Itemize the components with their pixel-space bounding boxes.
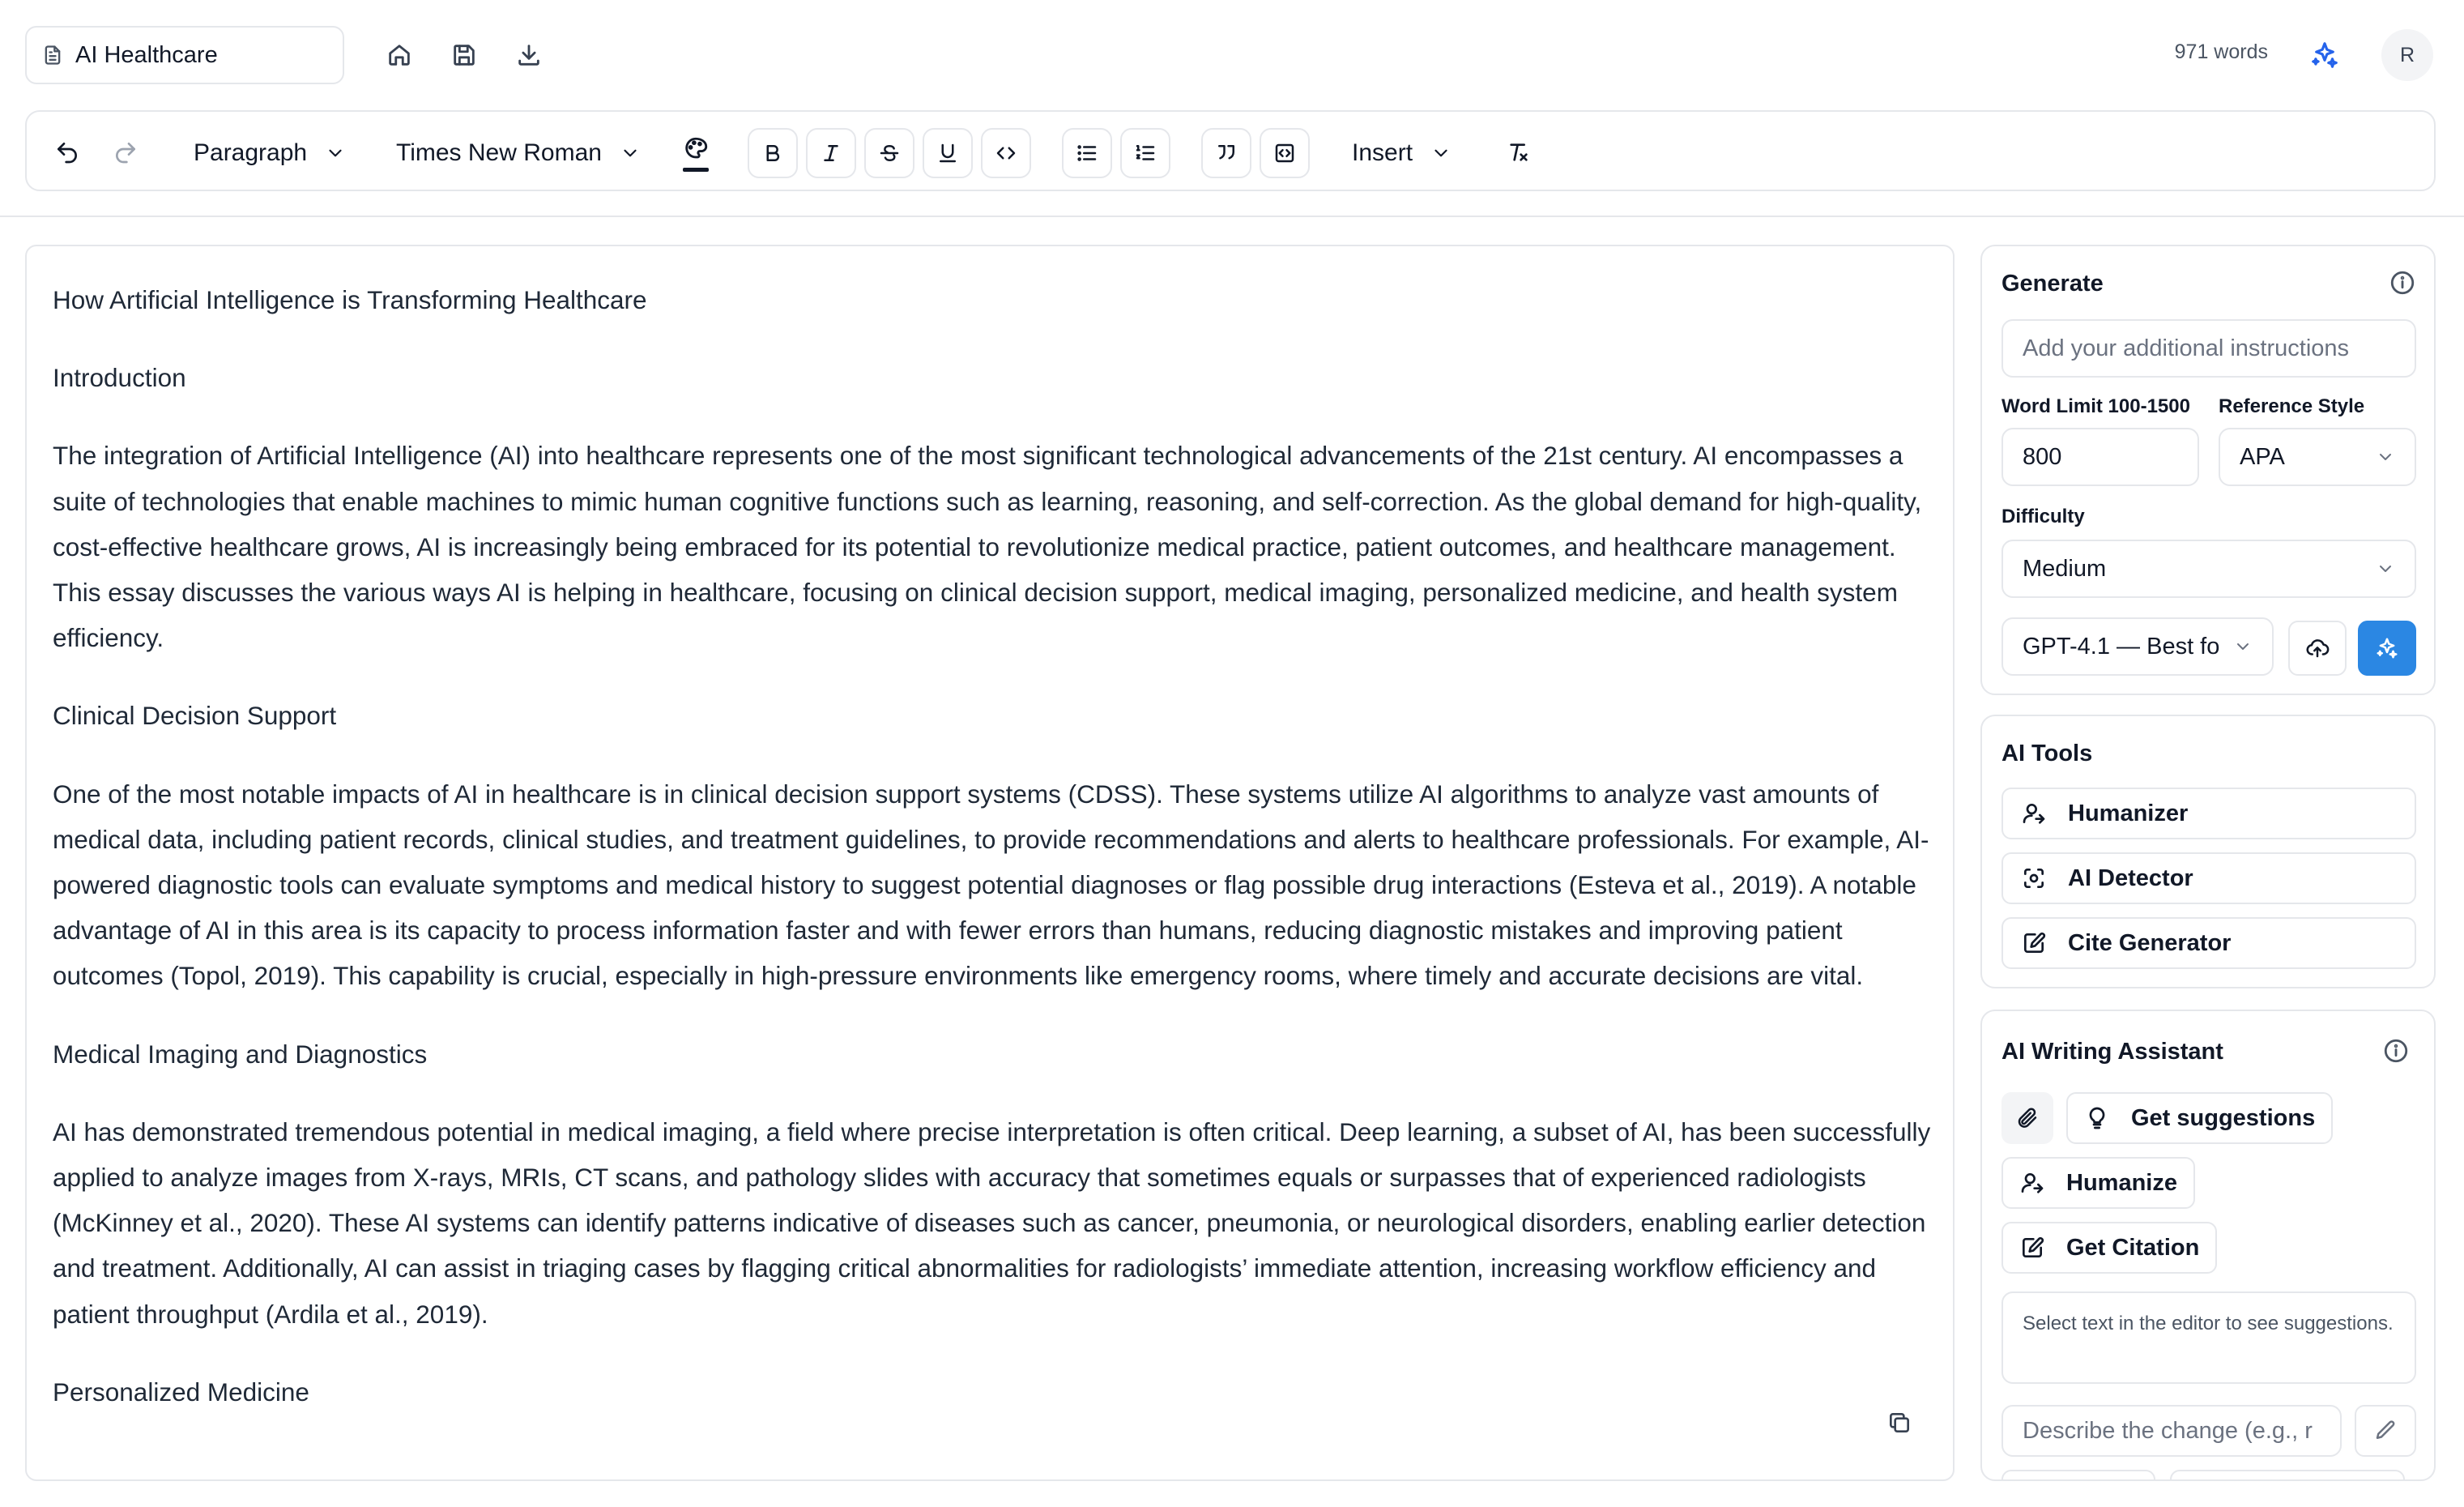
- reference-style-label: Reference Style: [2219, 395, 2365, 417]
- editor-area[interactable]: [25, 245, 1955, 1481]
- paperclip-icon: [2015, 1106, 2040, 1130]
- undo-icon: [54, 139, 80, 165]
- text-color-button[interactable]: [673, 128, 718, 178]
- undo-button[interactable]: [45, 130, 90, 175]
- chevron-down-icon: [325, 143, 346, 164]
- get-suggestions-button[interactable]: [2066, 1092, 2333, 1144]
- section-heading: Medical Imaging and Diagnostics: [53, 1039, 428, 1069]
- word-limit-input[interactable]: [2001, 428, 2199, 486]
- difficulty-select[interactable]: [2001, 540, 2416, 598]
- generate-button[interactable]: [2358, 621, 2416, 676]
- ai-tools-panel: [1980, 715, 2436, 988]
- blockquote-icon: [1214, 141, 1238, 165]
- underline-button[interactable]: [923, 128, 973, 178]
- save-button[interactable]: [445, 36, 484, 75]
- lightbulb-icon: [2084, 1105, 2110, 1131]
- difficulty-label: Difficulty: [2001, 506, 2085, 527]
- cloud-upload-icon: [2305, 636, 2330, 660]
- pencil-icon: [2373, 1419, 2398, 1443]
- difficulty-value: Medium: [2023, 555, 2107, 582]
- assistant-action-button[interactable]: [2170, 1470, 2405, 1481]
- clear-format-button[interactable]: [1496, 130, 1541, 175]
- bold-icon: [761, 141, 785, 165]
- strikethrough-icon: [877, 141, 902, 165]
- humanize-button[interactable]: [2001, 1157, 2195, 1209]
- chevron-down-icon: [2376, 447, 2395, 467]
- ai-button[interactable]: [2305, 36, 2344, 75]
- strikethrough-button[interactable]: [864, 128, 914, 178]
- ai-writing-assistant-panel: [1980, 1010, 2436, 1481]
- instructions-input[interactable]: [2023, 335, 2415, 362]
- home-button[interactable]: [380, 36, 419, 75]
- get-citation-label: Get Citation: [2066, 1234, 2200, 1261]
- user-icon: [2021, 800, 2047, 826]
- chevron-down-icon: [2376, 559, 2395, 578]
- editor-content[interactable]: [53, 277, 1940, 1447]
- change-description-input[interactable]: [2023, 1418, 2340, 1445]
- humanize-label: Humanize: [2066, 1169, 2177, 1196]
- ai-tools-title: AI Tools: [2001, 741, 2093, 766]
- word-limit-value: 800: [2023, 443, 2062, 470]
- get-citation-button[interactable]: [2001, 1222, 2217, 1274]
- assistant-title: AI Writing Assistant: [2001, 1039, 2223, 1065]
- cite-generator-button[interactable]: [2001, 917, 2416, 969]
- bold-button[interactable]: [748, 128, 798, 178]
- generate-panel: [1980, 245, 2436, 695]
- essay-title: How Artificial Intelligence is Transforming Healthcare: [53, 285, 647, 314]
- bullet-list-icon: [1075, 141, 1099, 165]
- info-icon[interactable]: [2389, 269, 2416, 297]
- ai-detector-button[interactable]: [2001, 852, 2416, 904]
- generate-title: Generate: [2001, 271, 2104, 297]
- reference-style-value: APA: [2240, 443, 2285, 470]
- section-heading: Personalized Medicine: [53, 1377, 309, 1407]
- assistant-action-button[interactable]: [2001, 1470, 2155, 1481]
- section-heading: Introduction: [53, 363, 186, 393]
- italic-button[interactable]: [806, 128, 856, 178]
- inline-code-button[interactable]: [981, 128, 1031, 178]
- section-heading: Clinical Decision Support: [53, 701, 337, 731]
- header-divider: [0, 216, 2464, 217]
- user-icon: [2019, 1170, 2045, 1196]
- chevron-down-icon: [620, 143, 641, 164]
- block-type-select[interactable]: [194, 128, 346, 178]
- suggestions-hint: Select text in the editor to see suggestions.: [2001, 1291, 2416, 1384]
- word-count: 971 words: [2174, 41, 2268, 63]
- model-value: GPT-4.1 — Best fo: [2023, 633, 2220, 660]
- home-icon: [386, 41, 413, 69]
- redo-button[interactable]: [103, 130, 148, 175]
- font-family-select[interactable]: [396, 128, 641, 178]
- paragraph: The integration of Artificial Intelligence (AI) into healthcare represents one of the most significant technological advancements of the 21st century. AI encompasses a suite of technologies that enable machines to mimic human cognitive functions such as learning, reasoning, and self-correction. As the global demand for high-quality, cost-effective healthcare grows, AI is increasingly being embraced for its potential to revolutionize medical practice, patient outcomes, and healthcare management. This essay discusses the various ways AI is helping in healthcare, focusing on clinical decision support, medical imaging, personalized medicine, and health system efficiency.: [53, 441, 1922, 653]
- download-icon: [515, 41, 543, 69]
- copy-icon: [1886, 1410, 1912, 1436]
- document-title-field[interactable]: [25, 26, 344, 84]
- edit-doc-icon: [2021, 930, 2047, 956]
- word-limit-label: Word Limit 100-1500: [2001, 395, 2190, 417]
- reference-style-select[interactable]: [2219, 428, 2416, 486]
- instructions-field[interactable]: [2001, 319, 2416, 378]
- numbered-list-button[interactable]: [1120, 128, 1170, 178]
- formatting-toolbar: [25, 110, 2436, 191]
- blockquote-button[interactable]: [1201, 128, 1251, 178]
- sparkles-icon: [2375, 636, 2399, 660]
- get-suggestions-label: Get suggestions: [2131, 1104, 2316, 1131]
- attach-button[interactable]: [2001, 1092, 2053, 1144]
- font-family-value: Times New Roman: [396, 139, 602, 166]
- underline-icon: [936, 141, 960, 165]
- upload-button[interactable]: [2288, 621, 2347, 676]
- info-icon[interactable]: [2382, 1037, 2410, 1065]
- chevron-down-icon: [2233, 637, 2253, 656]
- insert-menu[interactable]: [1352, 128, 1452, 178]
- ai-detector-label: AI Detector: [2068, 864, 2193, 891]
- document-icon: [41, 44, 64, 66]
- numbered-list-icon: [1133, 141, 1157, 165]
- text-color-icon: [682, 135, 710, 163]
- avatar[interactable]: R: [2381, 29, 2433, 81]
- insert-label: Insert: [1352, 139, 1413, 166]
- top-bar: [0, 0, 2464, 109]
- cite-generator-label: Cite Generator: [2068, 929, 2232, 956]
- block-type-value: Paragraph: [194, 139, 308, 166]
- apply-edit-button[interactable]: [2355, 1405, 2416, 1457]
- bullet-list-button[interactable]: [1062, 128, 1112, 178]
- edit-doc-icon: [2019, 1235, 2045, 1261]
- model-select[interactable]: [2001, 617, 2274, 676]
- sparkles-icon: [2309, 40, 2340, 70]
- change-description-field[interactable]: [2001, 1405, 2342, 1457]
- clear-format-icon: [1506, 139, 1532, 165]
- code-block-icon: [1272, 141, 1297, 165]
- chevron-down-icon: [1430, 143, 1452, 164]
- download-button[interactable]: [509, 36, 548, 75]
- paragraph: One of the most notable impacts of AI in healthcare is in clinical decision support systems (CDSS). These systems utilize AI algorithms to analyze vast amounts of medical data, including patient records, clinical studies, and treatment guidelines, to provide recommendations and alerts to healthcare professionals. For example, AI-powered diagnostic tools can evaluate symptoms and medical history to suggest potential diagnoses or flag possible drug interactions (Esteva et al., 2019). A notable advantage of AI in this area is its capacity to process information faster and with fewer errors than humans, reducing diagnostic mistakes and improving patient outcomes (Topol, 2019). This capability is crucial, especially in high-pressure environments like emergency rooms, where timely and accurate decisions are vital.: [53, 779, 1929, 991]
- code-icon: [994, 141, 1018, 165]
- humanizer-button[interactable]: [2001, 788, 2416, 839]
- code-block-button[interactable]: [1260, 128, 1310, 178]
- italic-icon: [819, 141, 843, 165]
- copy-button[interactable]: [1880, 1403, 1919, 1442]
- text-color-swatch: [683, 168, 709, 172]
- redo-icon: [113, 139, 139, 165]
- save-icon: [450, 41, 478, 69]
- paragraph: AI has demonstrated tremendous potential in medical imaging, a field where precise interpretation is often critical. Deep learning, a subset of AI, has been successfully applied to analyze images from X-rays, MRIs, CT scans, and pathology slides with accuracy that sometimes equals or surpasses that of experienced radiologists (McKinney et al., 2020). These AI systems can identify patterns indicative of diseases such as cancer, pneumonia, or neurological disorders, enabling earlier detection and treatment. Additionally, AI can assist in triaging cases by flagging critical abnormalities for radiologists’ immediate attention, increasing workflow efficiency and patient throughput (Ardila et al., 2019).: [53, 1116, 1931, 1329]
- document-title: AI Healthcare: [75, 41, 218, 68]
- humanizer-label: Humanizer: [2068, 800, 2189, 826]
- scan-face-icon: [2021, 865, 2047, 891]
